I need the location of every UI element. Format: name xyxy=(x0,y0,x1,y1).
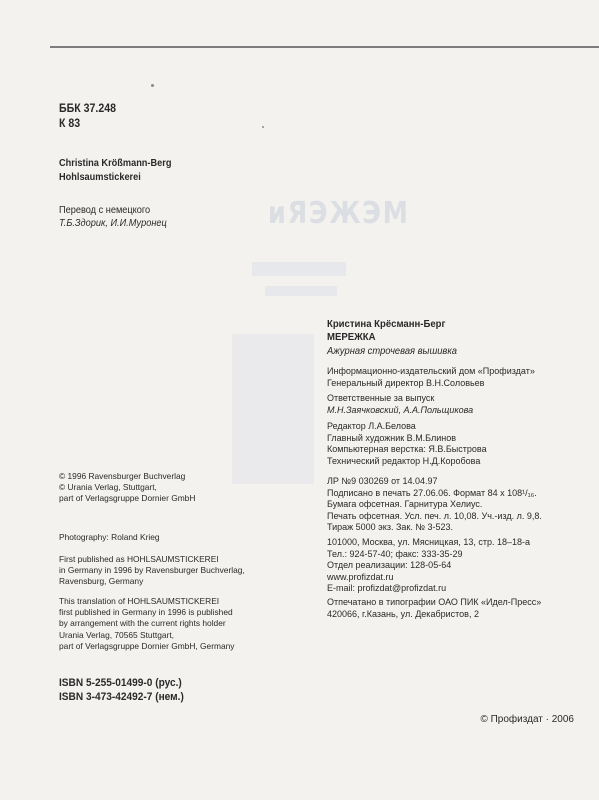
staff-line: Компьютерная верстка: Я.В.Быстрова xyxy=(327,444,487,455)
translation-rights-line: first published in Germany in 1996 is published xyxy=(59,607,233,618)
speck xyxy=(151,84,154,87)
translation-rights-line: Urania Verlag, 70565 Stuttgart, xyxy=(59,629,174,640)
copyright-line: © 1996 Ravensburger Buchverlag xyxy=(59,471,186,481)
publisher-copyright-text: © Профиздат · 2006 xyxy=(480,714,574,725)
translation-rights-line: by arrangement with the current rights holder xyxy=(59,618,226,629)
photography-line: Photography: Roland Krieg xyxy=(59,532,160,542)
bleed-through-band xyxy=(265,286,337,296)
bleed-through-title: ᴎЯЭЖЭМ xyxy=(268,196,410,231)
translators: Т.Б.Здорик, И.И.Муронец xyxy=(59,218,167,229)
email-line: E-mail: profizdat@profizdat.ru xyxy=(327,583,447,594)
translation-credit xyxy=(59,204,176,230)
phone-line: Тел.: 924-57-40; факс: 333-35-29 xyxy=(327,548,463,559)
ru-title-text: МЕРЕЖКА xyxy=(327,332,376,343)
print-info-line: Подписано в печать 27.06.06. Формат 84 x 108¹/₁₆. xyxy=(327,487,537,498)
original-author: Christina Krößmann-Berg xyxy=(59,158,172,169)
isbn-german: ISBN 3-473-42492-7 (нем.) xyxy=(59,691,184,703)
bleed-through-band xyxy=(252,262,346,276)
top-rule xyxy=(50,46,599,48)
translation-rights-line: part of Verlagsgruppe Dornier GmbH, Germany xyxy=(59,640,235,651)
copyright-line: part of Verlagsgruppe Dornier GmbH xyxy=(59,493,196,504)
ru-title xyxy=(327,331,380,344)
staff-line: Главный художник В.М.Блинов xyxy=(327,432,457,443)
translation-rights-block xyxy=(59,596,235,652)
first-published-block xyxy=(59,554,245,588)
address-block xyxy=(327,537,530,595)
staff-block xyxy=(327,421,487,467)
publisher-director: Генеральный директор В.Н.Соловьев xyxy=(327,377,485,388)
print-info-line: Тираж 5000 экз. Зак. № 3-523. xyxy=(327,522,453,533)
publisher-copyright xyxy=(480,713,574,726)
sales-line: Отдел реализации: 128-05-64 xyxy=(327,560,452,571)
responsible-label: Ответственные за выпуск xyxy=(327,393,435,403)
responsible-names: М.Н.Заячковский, А.А.Польщикова xyxy=(327,404,474,415)
translation-label: Перевод с немецкого xyxy=(59,205,151,216)
bleed-through-image xyxy=(232,334,314,484)
ru-author xyxy=(327,318,456,331)
copyright-line: © Urania Verlag, Stuttgart, xyxy=(59,482,157,493)
author-mark: К 83 xyxy=(59,118,81,130)
printing-house-name: Отпечатано в типографии ОАО ПИК «Идел-Пресс» xyxy=(327,597,542,607)
address-line: 101000, Москва, ул. Мясницкая, 13, стр. 18–18-а xyxy=(327,537,531,547)
first-published-line: in Germany in 1996 by Ravensburger Buchverlag, xyxy=(59,565,245,576)
printing-house-address: 420066, г.Казань, ул. Декабристов, 2 xyxy=(327,608,479,619)
copyright-block xyxy=(59,471,195,505)
bbk-classification xyxy=(59,102,121,132)
print-info-line: Бумага офсетная. Гарнитура Хелиус. xyxy=(327,499,483,510)
original-edition xyxy=(59,157,181,185)
staff-line: Редактор Л.А.Белова xyxy=(327,421,416,431)
ru-author-name: Кристина Крёсманн-Берг xyxy=(327,319,446,330)
first-published-line: Ravensburg, Germany xyxy=(59,576,144,587)
photography-credit xyxy=(59,532,160,543)
ru-subtitle xyxy=(327,345,468,358)
print-info-line: Печать офсетная. Усл. печ. л. 10,08. Уч.-изд. л. 9,8. xyxy=(327,510,542,521)
first-published-line: First published as HOHLSAUMSTICKEREI xyxy=(59,554,219,564)
print-info-block xyxy=(327,476,542,534)
publisher-name: Информационно-издательский дом «Профиздат» xyxy=(327,366,535,376)
speck xyxy=(262,126,264,128)
printing-house-block xyxy=(327,597,541,620)
website-line: www.profizdat.ru xyxy=(327,571,394,582)
original-title: Hohlsaumstickerei xyxy=(59,172,141,183)
print-info-line: ЛР №9 030269 от 14.04.97 xyxy=(327,476,438,486)
publisher-block xyxy=(327,366,535,389)
ru-subtitle-text: Ажурная строчевая вышивка xyxy=(327,346,457,357)
translation-rights-line: This translation of HOHLSAUMSTICKEREI xyxy=(59,596,220,606)
isbn-block xyxy=(59,676,195,704)
staff-line: Технический редактор Н.Д.Коробова xyxy=(327,455,481,466)
bbk-code: ББК 37.248 xyxy=(59,103,116,115)
isbn-russian: ISBN 5-255-01499-0 (рус.) xyxy=(59,677,182,689)
responsible-block xyxy=(327,393,473,416)
